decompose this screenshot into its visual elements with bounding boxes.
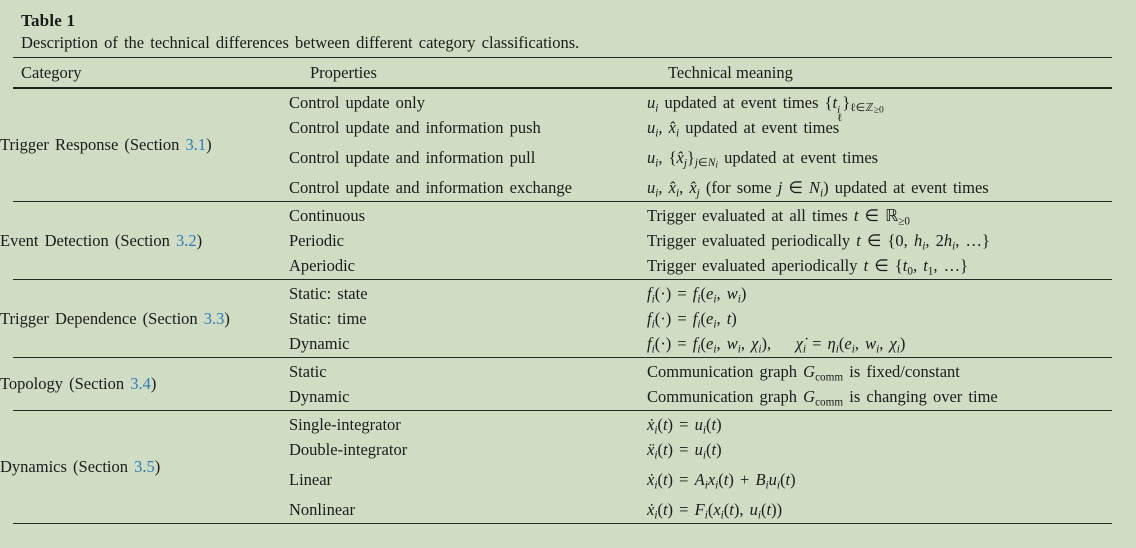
properties-cell: [289, 90, 647, 200]
divider-line: [13, 523, 1112, 524]
meaning-formula: $f_i(\cdot) = f_i(e_i$, t): [647, 309, 737, 331]
section-link[interactable]: 3.4: [130, 374, 151, 393]
property-label: Nonlinear: [289, 500, 355, 519]
property-label: Dynamic: [289, 387, 350, 406]
meaning-formula: ẋ$_i$(t) = $A_ix_i(t) + B_iu_i(t)$: [647, 470, 796, 492]
paper-page: [0, 9, 1136, 548]
meaning-formula: $u_i$, $x̂_i$, $x̂_j$ (for some j ∈ $N_i$) updated at event times: [647, 178, 989, 200]
meaning-formula: Communication graph $G_{comm}$ is fixed/constant: [647, 362, 960, 384]
paper-table-region: [0, 9, 1136, 548]
meaning-formula: Trigger evaluated periodically t ∈ {0, $h_i$, $2h_i$, …}: [647, 231, 990, 253]
table-group: [0, 280, 1136, 357]
property-label: Aperiodic: [289, 256, 355, 275]
category-cell: [0, 281, 289, 356]
section-link[interactable]: 3.1: [185, 135, 207, 154]
category-label-suffix: ): [150, 374, 157, 393]
category-cell: [0, 203, 289, 278]
property-label: Control update and information push: [289, 118, 541, 137]
technical-meaning-cell: [647, 359, 1136, 409]
property-label: Control update only: [289, 93, 425, 112]
properties-cell: [289, 203, 647, 278]
category-cell: [0, 359, 289, 409]
table-body: [0, 89, 1136, 524]
property-label: Continuous: [289, 206, 366, 225]
section-link[interactable]: 3.3: [203, 308, 225, 328]
table-header-row: [0, 58, 1136, 87]
meaning-formula: Trigger evaluated at all times t ∈ ℝ$_{\ge 0}$: [647, 206, 910, 228]
section-link[interactable]: 3.2: [176, 230, 197, 250]
property-label: Control update and information pull: [289, 148, 536, 167]
meaning-formula: $u_i$, $x̂_i$ updated at event times: [647, 118, 840, 140]
property-label: Static: [289, 362, 327, 381]
column-header-technical-meaning: Technical meaning: [668, 62, 793, 82]
table-group: [0, 202, 1136, 279]
meaning-formula: $u_i$, $\{x̂_j\}_{j\in Ni}$ updated at event times: [647, 148, 879, 172]
category-cell: [0, 90, 289, 200]
table-group: [0, 358, 1136, 410]
meaning-formula: ẋ$_i$(t) = $u_i(t)$: [647, 415, 722, 437]
property-label: Control update and information exchange: [289, 178, 572, 197]
technical-meaning-cell: [647, 203, 1136, 278]
table-group: [0, 411, 1136, 523]
table-title: Table 1: [21, 11, 76, 30]
category-label: Event Detection (Section: [0, 230, 176, 250]
table-caption: Description of the technical differences between different category classifications.: [21, 33, 580, 52]
meaning-formula: $f_i(\cdot) = f_i(e_i$, $w_i$): [647, 284, 747, 306]
property-label: Single-integrator: [289, 415, 401, 434]
category-label: Trigger Dependence (Section: [0, 308, 204, 328]
meaning-formula: Communication graph $G_{comm}$ is changing over time: [647, 387, 998, 409]
technical-meaning-cell: [647, 412, 1136, 522]
table-group: [0, 89, 1136, 201]
property-label: Static: time: [289, 309, 367, 328]
category-label: Dynamics (Section: [0, 457, 135, 476]
category-label: Topology (Section: [0, 374, 131, 393]
category-label-suffix: ): [224, 308, 230, 328]
category-label-suffix: ): [196, 230, 203, 250]
meaning-formula: $u_i$ updated at event times {t i ℓ }$_{\ell\in ℤ\ge 0}$: [647, 93, 884, 125]
category-label-suffix: ): [154, 457, 161, 476]
technical-meaning-cell: [647, 90, 1136, 200]
properties-cell: [289, 412, 647, 522]
category-cell: [0, 412, 289, 522]
category-label-suffix: ): [206, 135, 212, 154]
property-label: Linear: [289, 470, 333, 489]
meaning-formula: Trigger evaluated aperiodically t ∈ {$t_0$, $t_1$, …}: [647, 256, 969, 278]
property-label: Static: state: [289, 284, 368, 303]
category-label: Trigger Response (Section: [0, 135, 186, 154]
technical-meaning-cell: [647, 281, 1136, 356]
properties-cell: [289, 359, 647, 409]
meaning-formula: ẍ$_i$(t) = $u_i(t)$: [647, 440, 722, 462]
properties-cell: [289, 281, 647, 356]
meaning-formula: $f_i(\cdot) = f_i(e_i$, $w_i$, $\chi_i$), $\chi̇_i = \eta_i(e_i$, $w_i$, $\chi_i$): [647, 334, 906, 356]
property-label: Periodic: [289, 231, 344, 250]
column-header-category: Category: [21, 62, 82, 82]
property-label: Double-integrator: [289, 440, 408, 459]
property-label: Dynamic: [289, 334, 350, 353]
section-link[interactable]: 3.5: [134, 457, 155, 476]
meaning-formula: ẋ$_i$(t) = $F_i(x_i(t)$, $u_i(t)$): [647, 500, 783, 522]
column-header-properties: Properties: [310, 62, 377, 82]
